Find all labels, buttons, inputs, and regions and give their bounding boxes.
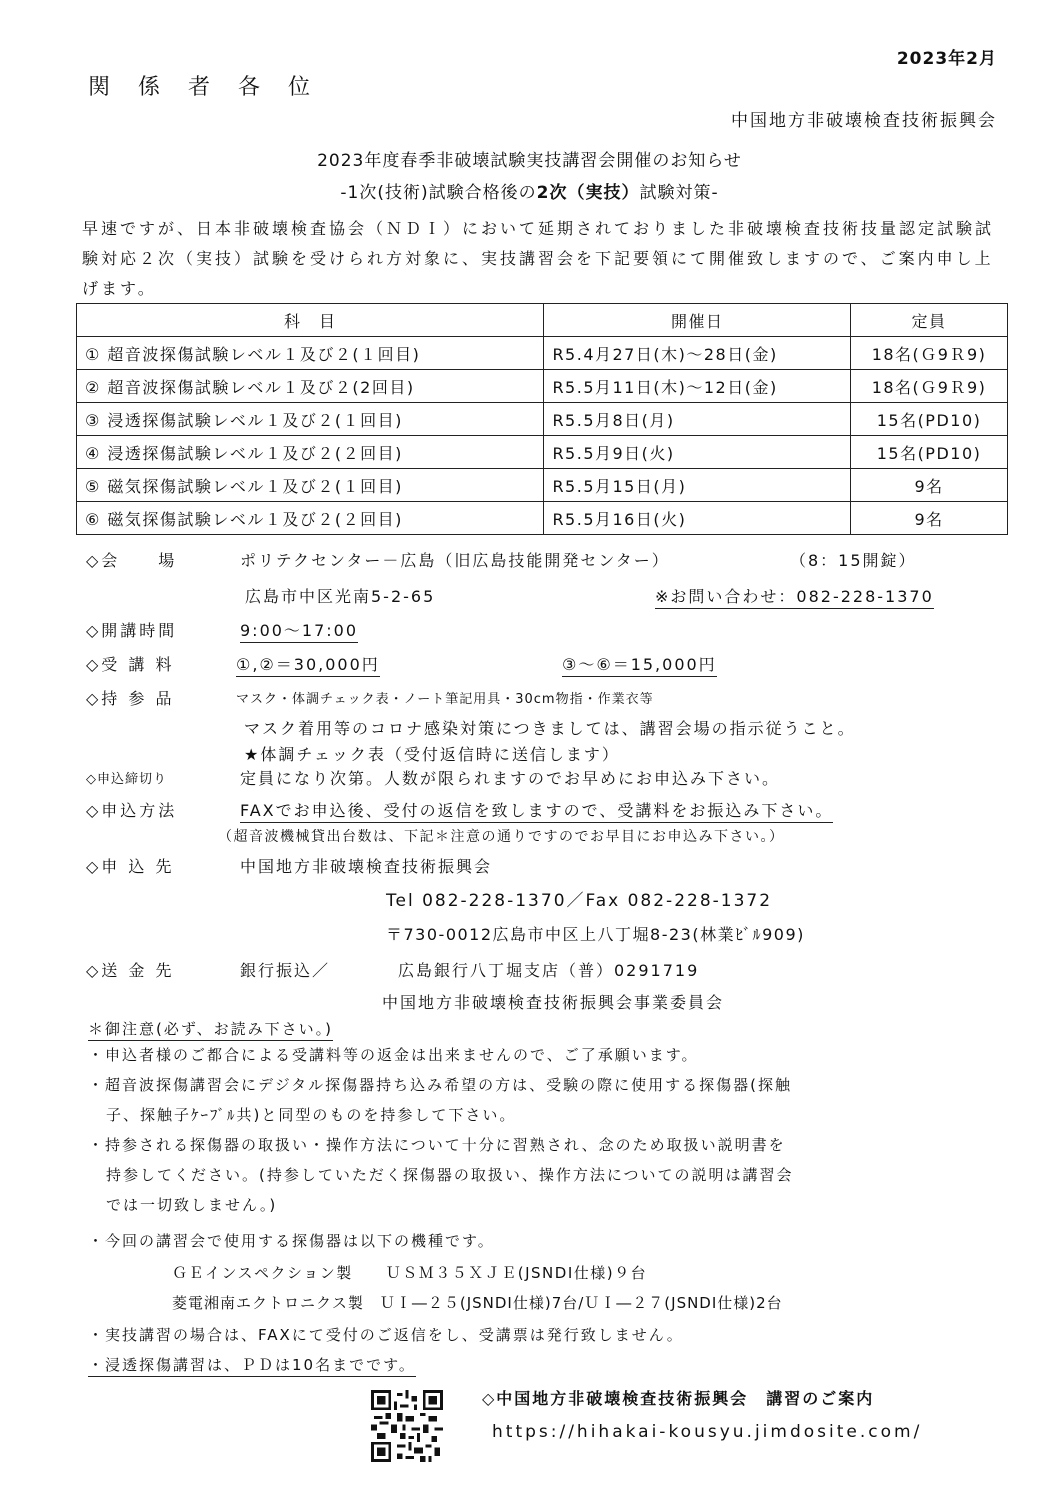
- cell-subject: ② 超音波探傷試験レベル１及び２(2回目): [77, 370, 544, 403]
- table-row: [77, 436, 1008, 469]
- fee-value-1: ①,②＝30,000円: [236, 652, 380, 677]
- items-note-covid: マスク着用等のコロナ感染対策につきましては、講習会場の指示従うこと。: [244, 719, 856, 738]
- table-header-row: [77, 304, 1008, 337]
- cell-capacity: 18名(Ｇ9Ｒ9): [851, 337, 1008, 370]
- fee-value-2: ③～⑥＝15,000円: [562, 652, 717, 677]
- table-row: [77, 337, 1008, 370]
- guide-url-link[interactable]: https://hihakai-kousyu.jimdosite.com/: [492, 1422, 923, 1442]
- remit-bank: 広島銀行八丁堀支店（普）0291719: [398, 961, 700, 980]
- table-row: [77, 502, 1008, 535]
- note-operation-cont: 持参してください。(持参していただく探傷器の取扱い、操作方法についての説明は講習会: [106, 1166, 794, 1184]
- notice-title: 2023年度春季非破壊試験実技講習会開催のお知らせ: [317, 151, 742, 171]
- deadline-value: 定員になり次第。人数が限られますのでお早めにお申込み下さい。: [240, 769, 781, 788]
- remit-holder: 中国地方非破壊検査技術振興会事業委員会: [382, 993, 725, 1012]
- header-capacity: 定員: [851, 304, 1008, 337]
- header-subject: 科 目: [77, 304, 544, 337]
- document-date: 2023年2月: [896, 49, 997, 69]
- inquiry-phone: ※お問い合わせ：082-228-1370: [655, 584, 934, 609]
- cell-date: R5.5月9日(火): [544, 436, 851, 469]
- cell-subject: ⑥ 磁気探傷試験レベル１及び２(２回目): [77, 502, 544, 535]
- note-operation-cont2: では一切致しません。): [106, 1196, 278, 1214]
- apply-to-address: 〒730-0012広島市中区上八丁堀8-23(林業ﾋﾞﾙ909): [386, 925, 805, 944]
- remit-method: 銀行振込／: [240, 961, 331, 980]
- addressee: 関係者各位: [88, 75, 339, 100]
- items-label: ◇持 参 品: [86, 689, 175, 708]
- cell-subject: ① 超音波探傷試験レベル１及び２(１回目): [77, 337, 544, 370]
- apply-to-label: ◇申 込 先: [86, 857, 175, 876]
- cell-capacity: 9名: [851, 469, 1008, 502]
- cell-date: R5.5月8日(月): [544, 403, 851, 436]
- note-fax-reply: ・実技講習の場合は、FAXにて受付のご返信をし、受講票は発行致しません。: [88, 1326, 684, 1344]
- hours-label: ◇開講時間: [86, 621, 178, 640]
- note-penetrant: ・浸透探傷講習は、ＰＤは10名までです。: [88, 1354, 416, 1377]
- cell-capacity: 18名(Ｇ9Ｒ9): [851, 370, 1008, 403]
- apply-to-tel-fax: Tel 082-228-1370／Fax 082-228-1372: [386, 891, 773, 911]
- apply-to-org: 中国地方非破壊検査技術振興会: [240, 857, 493, 876]
- notes-heading: ＊御注意(必ず、お読み下さい。): [88, 1018, 333, 1041]
- cell-date: R5.5月16日(火): [544, 502, 851, 535]
- table-row: [77, 403, 1008, 436]
- guide-heading: ◇中国地方非破壊検査技術振興会 講習のご案内: [482, 1389, 875, 1408]
- table-row: [77, 370, 1008, 403]
- items-note-health-check: ★体調チェック表（受付返信時に送信します）: [244, 745, 620, 764]
- note-model-ryoden: 菱電湘南エクトロニクス製 ＵＩ―２５(JSNDI仕様)7台/ＵＩ―２７(JSNDI仕様)2台: [172, 1294, 783, 1312]
- items-value: マスク・体調チェック表・ノート筆記用具・30cm物指・作業衣等: [236, 692, 654, 707]
- cell-capacity: 9名: [851, 502, 1008, 535]
- cell-subject: ⑤ 磁気探傷試験レベル１及び２(１回目): [77, 469, 544, 502]
- method-value: FAXでお申込後、受付の返信を致しますので、受講料をお振込み下さい。: [240, 798, 833, 823]
- schedule-table: [76, 303, 1008, 535]
- intro-paragraph: 早速ですが、日本非破壊検査協会（ＮＤＩ）において延期されておりました非破壊検査技術技量認定試験試験対応２次（実技）試験を受けられ方対象に、実技講習会を下記要領にて開催致しますので、ご案内申し上げます。: [82, 219, 995, 298]
- organization-name: 中国地方非破壊検査技術振興会: [731, 111, 997, 131]
- cell-date: R5.5月11日(木)～12日(金): [544, 370, 851, 403]
- deadline-label: ◇申込締切り: [86, 772, 167, 787]
- cell-date: R5.4月27日(木)～28日(金): [544, 337, 851, 370]
- table-row: [77, 469, 1008, 502]
- venue-value: ポリテクセンター－広島（旧広島技能開発センター）: [240, 551, 670, 570]
- subtitle-suffix: 試験対策-: [639, 183, 719, 203]
- venue-address: 広島市中区光南5-2-65: [245, 587, 436, 606]
- cell-date: R5.5月15日(月): [544, 469, 851, 502]
- method-note: （超音波機械貸出台数は、下記＊注意の通りですのでお早目にお申込み下さい。）: [218, 829, 785, 845]
- cell-capacity: 15名(PD10): [851, 403, 1008, 436]
- notice-subtitle: [0, 178, 1059, 203]
- cell-subject: ③ 浸透探傷試験レベル１及び２(１回目): [77, 403, 544, 436]
- note-model-ge: ＧＥインスペクション製 ＵＳＭ３５ＸＪＥ(JSNDI仕様)９台: [172, 1264, 648, 1282]
- note-operation: ・持参される探傷器の取扱い・操作方法について十分に習熟され、念のため取扱い説明書を: [88, 1136, 786, 1154]
- header-date: 開催日: [544, 304, 851, 337]
- remit-label: ◇送 金 先: [86, 961, 175, 980]
- cell-subject: ④ 浸透探傷試験レベル１及び２(２回目): [77, 436, 544, 469]
- fee-label: ◇受 講 料: [86, 655, 175, 674]
- note-digital-flaw-detector-cont: 子、探触子ｹｰﾌﾞﾙ共)と同型のものを持参して下さい。: [106, 1106, 517, 1124]
- venue-label: ◇会 場: [86, 551, 178, 570]
- note-refund: ・申込者様のご都合による受講料等の返金は出来ませんので、ご了承願います。: [88, 1046, 699, 1064]
- hours-value: 9:00～17:00: [240, 618, 358, 643]
- method-label: ◇申込方法: [86, 801, 178, 820]
- qr-code-icon[interactable]: [371, 1390, 443, 1462]
- cell-capacity: 15名(PD10): [851, 436, 1008, 469]
- note-digital-flaw-detector: ・超音波探傷講習会にデジタル探傷器持ち込み希望の方は、受験の際に使用する探傷器(探触: [88, 1076, 792, 1094]
- subtitle-bold: 2次（実技）: [536, 183, 640, 203]
- venue-open-time: （8：15開錠）: [790, 551, 917, 570]
- note-models: ・今回の講習会で使用する探傷器は以下の機種です。: [88, 1232, 495, 1250]
- subtitle-prefix: -1次(技術)試験合格後の: [340, 183, 537, 203]
